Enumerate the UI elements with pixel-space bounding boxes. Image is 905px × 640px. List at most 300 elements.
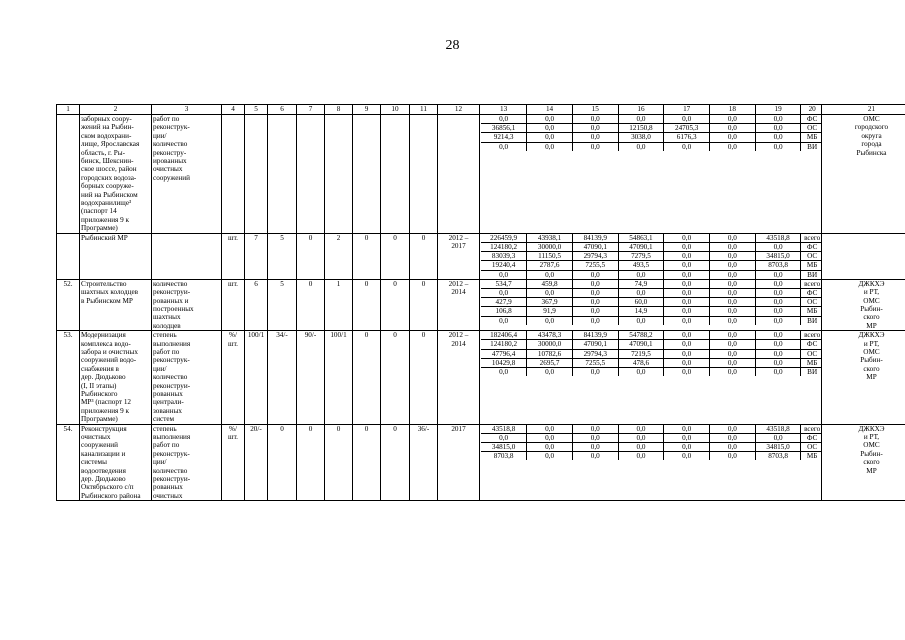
financing-value: 0,0 [572,298,618,307]
financing-cell [480,331,822,424]
measure-name: Модернизация комплекса водо- забора и очистных сооружений водо- снабжения в дер. Дюдьково (I, II этапы) Рыбинского МР³ (паспорт 12 приложения 9 к Программе) [80,331,152,424]
value-col-5: 7 [245,233,268,279]
financing-value: 0,0 [664,270,710,279]
financing-table [481,425,822,461]
financing-line [481,340,822,349]
financing-value: 0,0 [527,142,573,151]
financing-line [481,433,822,442]
financing-value: 0,0 [710,288,756,297]
financing-value: 0,0 [527,433,573,442]
financing-value: 0,0 [664,316,710,325]
financing-value: 0,0 [527,425,573,434]
financing-value: 0,0 [710,124,756,133]
financing-value: 0,0 [572,443,618,452]
financing-value: 493,5 [618,261,664,270]
table-row [57,424,905,501]
financing-source: всего [801,331,822,340]
row-number [57,233,80,279]
financing-value: 0,0 [572,316,618,325]
financing-value: 0,0 [710,443,756,452]
financing-value: 0,0 [755,367,801,376]
financing-value: 0,0 [572,367,618,376]
measure-name: заборных соору- жений на Рыбин- ском водохрани- лище, Ярославская область, г. Ры- бинск, Шекснин- ское шоссе, район городских водоза- борных сооруже- ний на Рыбинском водохранилище³ (паспорт 14 приложения 9 к Программе) [80,115,152,234]
financing-value: 7255,5 [572,261,618,270]
financing-line [481,280,822,289]
financing-line [481,234,822,243]
financing-value: 0,0 [710,242,756,251]
value-col-11 [410,115,438,234]
financing-value: 7255,5 [572,358,618,367]
financing-value: 29794,3 [572,252,618,261]
financing-value: 84139,9 [572,234,618,243]
indicator-name: степень выполнения работ по реконструк- ции/ количество реконструи- рованных очистных [152,424,222,501]
financing-value: 0,0 [572,307,618,316]
financing-source: ВИ [801,142,822,151]
financing-value: 47090,1 [572,242,618,251]
financing-value: 0,0 [664,425,710,434]
indicator-name: степень выполнения работ по реконструк- ции/ количество реконструи- рованных централи- зованных систем [152,331,222,424]
financing-source: МБ [801,452,822,461]
financing-value: 0,0 [527,443,573,452]
period-cell: 2012 – 2014 [438,331,480,424]
financing-value: 0,0 [481,433,527,442]
indicator-name: работ по реконструк- ции/ количество реконстру- ированных очистных сооружений [152,115,222,234]
financing-line [481,316,822,325]
financing-line [481,425,822,434]
col-num-3: 3 [152,105,222,115]
financing-value: 14,9 [618,307,664,316]
col-num-17: 17 [664,105,710,114]
financing-value: 0,0 [572,115,618,124]
value-col-9: 0 [353,279,381,330]
col-num-13-19 [480,105,822,115]
value-col-8: 100/1 [325,331,353,424]
financing-value: 0,0 [710,367,756,376]
measure-name: Строительство шахтных колодцев в Рыбинском МР [80,279,152,330]
col-num-18: 18 [710,105,756,114]
financing-value: 0,0 [499,270,509,279]
financing-value: 30000,0 [527,340,573,349]
financing-value: 0,0 [755,316,801,325]
value-col-5: 100/1 [245,331,268,424]
financing-cell [480,115,822,234]
financing-source: МБ [801,133,822,142]
value-col-7: 0 [297,233,325,279]
financing-value: 0,0 [664,340,710,349]
col-num-11: 11 [410,105,438,115]
financing-value: 0,0 [664,452,710,461]
row-number: 53. [57,331,80,424]
financing-source: всего [801,425,822,434]
value-col-7: 0 [297,424,325,501]
financing-value: 9214,3 [481,133,527,142]
financing-line [481,261,822,270]
financing-value: 10429,8 [481,358,527,367]
value-col-5: 6 [245,279,268,330]
value-col-6: 5 [268,233,297,279]
financing-value: 60,0 [618,298,664,307]
financing-cell [480,279,822,330]
financing-value: 0,0 [618,443,664,452]
financing-value: 2695,7 [527,358,573,367]
financing-line [481,133,822,142]
financing-value: 0,0 [572,270,618,279]
financing-value: 0,0 [618,270,664,279]
col-num-4: 4 [222,105,245,115]
financing-value: 0,0 [710,452,756,461]
table-row [57,233,905,279]
financing-value: 0,0 [755,433,801,442]
financing-value: 0,0 [710,433,756,442]
financing-value: 0,0 [572,433,618,442]
financing-value: 0,0 [710,331,756,340]
row-number: 54. [57,424,80,501]
financing-value: 54788,2 [618,331,664,340]
financing-value: 0,0 [527,133,573,142]
financing-value: 124180,2 [481,340,527,349]
program-table-wrapper [56,104,889,501]
financing-source: МБ [801,358,822,367]
financing-source: ВИ [801,367,822,376]
financing-value: 43518,8 [755,234,801,243]
financing-value: 0,0 [481,115,527,124]
financing-source: ОС [801,349,822,358]
col-num-20: 20 [801,105,822,114]
financing-value: 0,0 [710,261,756,270]
financing-value: 0,0 [664,367,710,376]
col-num-9: 9 [353,105,381,115]
financing-value: 226459,9 [481,234,527,243]
financing-line [481,298,822,307]
col-num-7: 7 [297,105,325,115]
table-row [57,279,905,330]
financing-source: ФС [801,340,822,349]
financing-value: 0,0 [664,331,710,340]
financing-value: 0,0 [710,307,756,316]
indicator-name [152,233,222,279]
financing-value: 0,0 [664,358,710,367]
financing-value: 0,0 [664,242,710,251]
financing-cell [480,233,822,279]
financing-value: 106,8 [481,307,527,316]
financing-value: 0,0 [755,340,801,349]
financing-value: 0,0 [710,115,756,124]
financing-value: 7279,5 [618,252,664,261]
value-col-7: 90/- [297,331,325,424]
value-col-11: 36/- [410,424,438,501]
col-num-1: 1 [57,105,80,115]
col-num-15: 15 [572,105,618,114]
executor-cell: ДЖКХЭ и РТ, ОМС Рыбин- ского МР [822,279,905,330]
col-num-6: 6 [268,105,297,115]
unit-cell: %/ шт. [222,331,245,424]
col-num-8: 8 [325,105,353,115]
program-table [56,104,905,501]
unit-cell: шт. [222,233,245,279]
financing-source: всего [801,280,822,289]
financing-source: ОС [801,124,822,133]
financing-value: 0,0 [664,443,710,452]
financing-value: 0,0 [755,142,801,151]
col-num-14: 14 [527,105,573,114]
financing-value: 54863,1 [618,234,664,243]
value-col-5 [245,115,268,234]
financing-value: 0,0 [755,307,801,316]
executor-cell: ДЖКХЭ и РТ, ОМС Рыбин- ского МР [822,331,905,424]
financing-line [481,115,822,124]
financing-value: 0,0 [572,452,618,461]
financing-value: 0,0 [664,252,710,261]
financing-value: 0,0 [618,433,664,442]
financing-value: 0,0 [618,452,664,461]
financing-source: ФС [801,115,822,124]
financing-value: 34815,0 [755,443,801,452]
financing-value: 0,0 [755,270,801,279]
financing-line [481,331,822,340]
row-number: 52. [57,279,80,330]
col-num-16: 16 [618,105,664,114]
value-col-9: 0 [353,331,381,424]
unit-cell: %/ шт. [222,424,245,501]
value-col-8 [325,115,353,234]
financing-value: 0,0 [710,142,756,151]
col-num-13: 13 [500,105,508,113]
financing-source: ФС [801,288,822,297]
financing-value: 29794,3 [572,349,618,358]
financing-value: 0,0 [527,367,573,376]
financing-value: 43518,8 [481,425,527,434]
financing-value: 10782,6 [527,349,573,358]
financing-line [481,124,822,133]
financing-value: 8703,8 [755,452,801,461]
financing-value: 12150,8 [618,124,664,133]
value-col-9: 0 [353,424,381,501]
financing-line [481,307,822,316]
financing-value: 0,0 [618,115,664,124]
row-number [57,115,80,234]
col-num-21: 21 [822,105,905,115]
financing-value: 43518,8 [755,425,801,434]
financing-value: 0,0 [755,280,801,289]
value-col-7: 0 [297,279,325,330]
financing-value: 0,0 [710,358,756,367]
financing-value: 2787,6 [527,261,573,270]
financing-value: 0,0 [755,115,801,124]
page-number: 28 [445,38,460,53]
financing-value: 0,0 [572,425,618,434]
financing-value: 0,0 [499,367,509,376]
financing-value: 124180,2 [481,242,527,251]
financing-table [481,331,822,376]
value-col-6: 0 [268,424,297,501]
financing-value: 0,0 [527,124,573,133]
financing-source: МБ [801,261,822,270]
value-col-9: 0 [353,233,381,279]
financing-value: 0,0 [527,270,573,279]
financing-value: 0,0 [755,133,801,142]
financing-value: 0,0 [755,358,801,367]
financing-value: 459,8 [527,280,573,289]
financing-value: 0,0 [664,280,710,289]
financing-value: 19240,4 [481,261,527,270]
financing-value: 34815,0 [755,252,801,261]
executor-cell [822,233,905,279]
financing-source: всего [801,234,822,243]
financing-source: ФС [801,242,822,251]
value-col-6: 5 [268,279,297,330]
financing-value: 0,0 [664,433,710,442]
column-number-row [57,105,905,115]
financing-value: 47090,1 [618,340,664,349]
value-col-8: 0 [325,424,353,501]
unit-cell: шт. [222,279,245,330]
financing-value: 427,9 [481,298,527,307]
value-col-11: 0 [410,279,438,330]
financing-value: 0,0 [664,115,710,124]
financing-value: 8703,8 [493,452,514,461]
financing-value: 91,9 [527,307,573,316]
value-col-8: 2 [325,233,353,279]
value-col-10: 0 [381,424,410,501]
period-cell: 2012 – 2014 [438,279,480,330]
value-col-6 [268,115,297,234]
financing-value: 74,9 [618,280,664,289]
financing-value: 47090,1 [618,242,664,251]
financing-value: 24705,3 [664,124,710,133]
table-row [57,115,905,234]
financing-line [481,252,822,261]
financing-value: 8703,8 [755,261,801,270]
financing-line [481,443,822,452]
unit-cell [222,115,245,234]
col-num-12: 12 [438,105,480,115]
financing-value: 7219,5 [618,349,664,358]
value-col-5: 20/- [245,424,268,501]
financing-line [481,270,822,279]
financing-value: 0,0 [710,252,756,261]
financing-line [481,358,822,367]
financing-value: 0,0 [499,316,509,325]
col-num-2: 2 [80,105,152,115]
financing-value: 0,0 [618,142,664,151]
financing-source: ОС [801,443,822,452]
financing-value: 0,0 [499,142,509,151]
financing-source: ОС [801,252,822,261]
value-col-10: 0 [381,279,410,330]
col-num-19: 19 [755,105,801,114]
financing-value: 0,0 [618,367,664,376]
financing-value: 0,0 [481,288,527,297]
indicator-name: количество реконструи- рованных и построенных шахтных колодцев [152,279,222,330]
financing-value: 43938,1 [527,234,573,243]
financing-value: 0,0 [664,298,710,307]
col-num-5: 5 [245,105,268,115]
financing-value: 0,0 [710,349,756,358]
measure-name: Рыбинский МР [80,233,152,279]
financing-value: 84139,9 [572,331,618,340]
financing-value: 0,0 [572,142,618,151]
financing-value: 0,0 [710,340,756,349]
financing-line [481,349,822,358]
financing-value: 43478,3 [527,331,573,340]
financing-value: 0,0 [755,298,801,307]
financing-value: 534,7 [481,280,527,289]
financing-value: 0,0 [527,115,573,124]
financing-value: 0,0 [710,425,756,434]
financing-value: 0,0 [572,133,618,142]
financing-value: 47090,1 [572,340,618,349]
period-cell [438,115,480,234]
financing-value: 0,0 [527,452,573,461]
financing-value: 0,0 [527,288,573,297]
financing-value: 0,0 [664,349,710,358]
financing-source: ВИ [801,316,822,325]
financing-value: 0,0 [755,124,801,133]
financing-value: 34815,0 [481,443,527,452]
financing-value: 0,0 [755,242,801,251]
financing-value: 0,0 [664,234,710,243]
financing-value: 182406,4 [481,331,527,340]
financing-source: ФС [801,433,822,442]
financing-value: 0,0 [755,288,801,297]
financing-value: 0,0 [710,234,756,243]
executor-cell: ДЖКХЭ и РТ, ОМС Рыбин- ского МР [822,424,905,501]
financing-value: 0,0 [710,316,756,325]
value-col-10: 0 [381,233,410,279]
col-num-10: 10 [381,105,410,115]
financing-value: 0,0 [755,349,801,358]
financing-source: ВИ [801,270,822,279]
financing-source: МБ [801,307,822,316]
financing-value: 0,0 [710,298,756,307]
financing-value: 0,0 [664,307,710,316]
financing-value: 0,0 [755,331,801,340]
value-col-11: 0 [410,233,438,279]
value-col-11: 0 [410,331,438,424]
financing-value: 11150,5 [527,252,573,261]
financing-value: 47796,4 [481,349,527,358]
financing-table [481,115,822,151]
financing-table [481,280,822,325]
period-cell: 2017 [438,424,480,501]
financing-value: 0,0 [618,316,664,325]
financing-value: 83039,3 [481,252,527,261]
financing-cell [480,424,822,501]
financing-value: 0,0 [710,280,756,289]
financing-value: 478,6 [618,358,664,367]
financing-value: 0,0 [710,270,756,279]
financing-value: 0,0 [664,261,710,270]
financing-table [481,234,822,279]
financing-value: 0,0 [572,124,618,133]
financing-line [481,142,822,151]
financing-value: 0,0 [527,316,573,325]
value-col-10 [381,115,410,234]
financing-value: 0,0 [664,288,710,297]
financing-line [481,288,822,297]
financing-line [481,452,822,461]
table-row [57,331,905,424]
value-col-9 [353,115,381,234]
value-col-10: 0 [381,331,410,424]
financing-source: ОС [801,298,822,307]
financing-value: 6176,3 [664,133,710,142]
financing-line [481,242,822,251]
period-cell: 2012 – 2017 [438,233,480,279]
measure-name: Реконструкция очистных сооружений канализации и системы водоотведения дер. Дюдьково Октябрьского с/п Рыбинского района [80,424,152,501]
executor-cell: ОМС городского округа города Рыбинска [822,115,905,234]
financing-value: 0,0 [664,142,710,151]
